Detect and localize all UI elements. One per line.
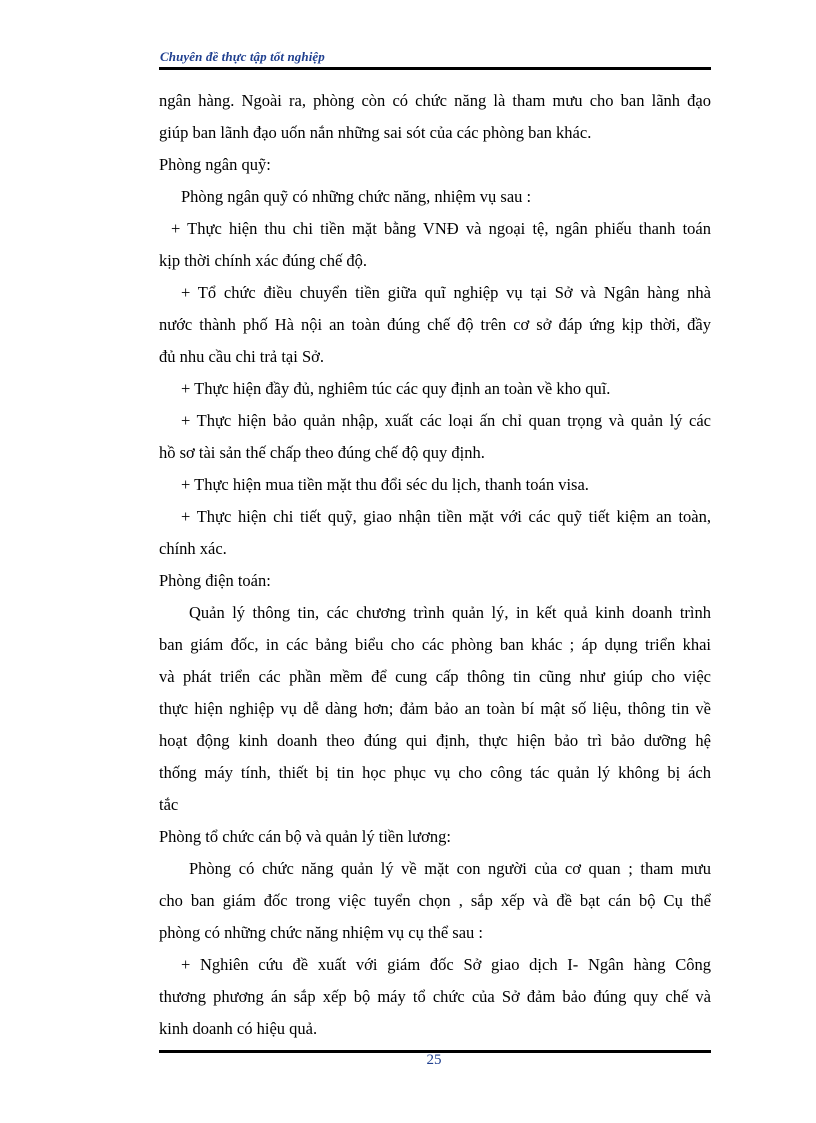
running-header-title: Chuyên đề thực tập tốt nghiệp xyxy=(160,49,325,64)
text-line: chính xác. xyxy=(159,539,227,558)
text-line: hoạt động kinh doanh theo đúng qui định, thực hiện bảo trì bảo dưỡng hệ xyxy=(159,731,711,750)
page-number: 25 xyxy=(426,1052,442,1068)
text-line: phòng có những chức năng nhiệm vụ cụ thể sau : xyxy=(159,923,483,942)
text-line: đủ nhu cầu chi trả tại Sở. xyxy=(159,347,324,366)
section-heading: Phòng điện toán: xyxy=(159,571,271,590)
section-heading: Phòng tổ chức cán bộ và quản lý tiền lương: xyxy=(159,827,451,846)
header-divider xyxy=(159,67,711,70)
text-line: giúp ban lãnh đạo uốn nắn những sai sót của các phòng ban khác. xyxy=(159,123,592,142)
text-line: kịp thời chính xác đúng chế độ. xyxy=(159,251,368,270)
text-line: thống máy tính, thiết bị tin học phục vụ cho công tác quản lý không bị ách xyxy=(159,763,711,782)
list-item: + Thực hiện thu chi tiền mặt bằng VNĐ và ngoại tệ, ngân phiếu thanh toán xyxy=(171,219,711,238)
section-heading: Phòng ngân quỹ: xyxy=(159,155,271,174)
list-item: + Thực hiện chi tiết quỹ, giao nhận tiền mặt với các quỹ tiết kiệm an toàn, xyxy=(181,507,711,526)
text-line: Phòng ngân quỹ có những chức năng, nhiệm vụ sau : xyxy=(181,187,532,206)
text-line: thực hiện nghiệp vụ dễ dàng hơn; đảm bảo an toàn bí mật số liệu, thông tin về xyxy=(159,699,711,718)
text-line: tắc xyxy=(159,795,179,814)
text-line: và phát triển các phần mềm để cung cấp thông tin cũng như giúp cho việc xyxy=(159,667,711,686)
list-item: + Thực hiện bảo quản nhập, xuất các loại ấn chỉ quan trọng và quản lý các xyxy=(181,411,711,430)
list-item: + Thực hiện đầy đủ, nghiêm túc các quy định an toàn về kho quĩ. xyxy=(181,379,611,398)
list-item: + Nghiên cứu đề xuất với giám đốc Sở giao dịch I- Ngân hàng Công xyxy=(181,955,711,974)
text-line: ban giám đốc, in các bảng biểu cho các phòng ban khác ; áp dụng triển khai xyxy=(159,635,711,654)
text-line: kinh doanh có hiệu quả. xyxy=(159,1019,318,1038)
text-line: ngân hàng. Ngoài ra, phòng còn có chức năng là tham mưu cho ban lãnh đạo xyxy=(159,91,711,110)
text-line: thương phương án sắp xếp bộ máy tổ chức của Sở đảm bảo đúng quy chế và xyxy=(159,987,711,1006)
text-line: Phòng có chức năng quản lý về mặt con người của cơ quan ; tham mưu xyxy=(189,859,711,878)
text-line: Quản lý thông tin, các chương trình quản lý, in kết quả kinh doanh trình xyxy=(189,603,711,622)
list-item: + Thực hiện mua tiền mặt thu đổi séc du lịch, thanh toán visa. xyxy=(181,475,589,494)
text-line: hồ sơ tài sản thế chấp theo đúng chế độ quy định. xyxy=(159,443,485,462)
list-item: + Tổ chức điều chuyển tiền giữa quĩ nghiệp vụ tại Sở và Ngân hàng nhà xyxy=(181,283,711,302)
text-line: cho ban giám đốc trong việc tuyển chọn , sắp xếp và đề bạt cán bộ Cụ thể xyxy=(159,891,711,910)
text-line: nước thành phố Hà nội an toàn đúng chế độ trên cơ sở đáp ứng kịp thời, đầy xyxy=(159,315,711,334)
